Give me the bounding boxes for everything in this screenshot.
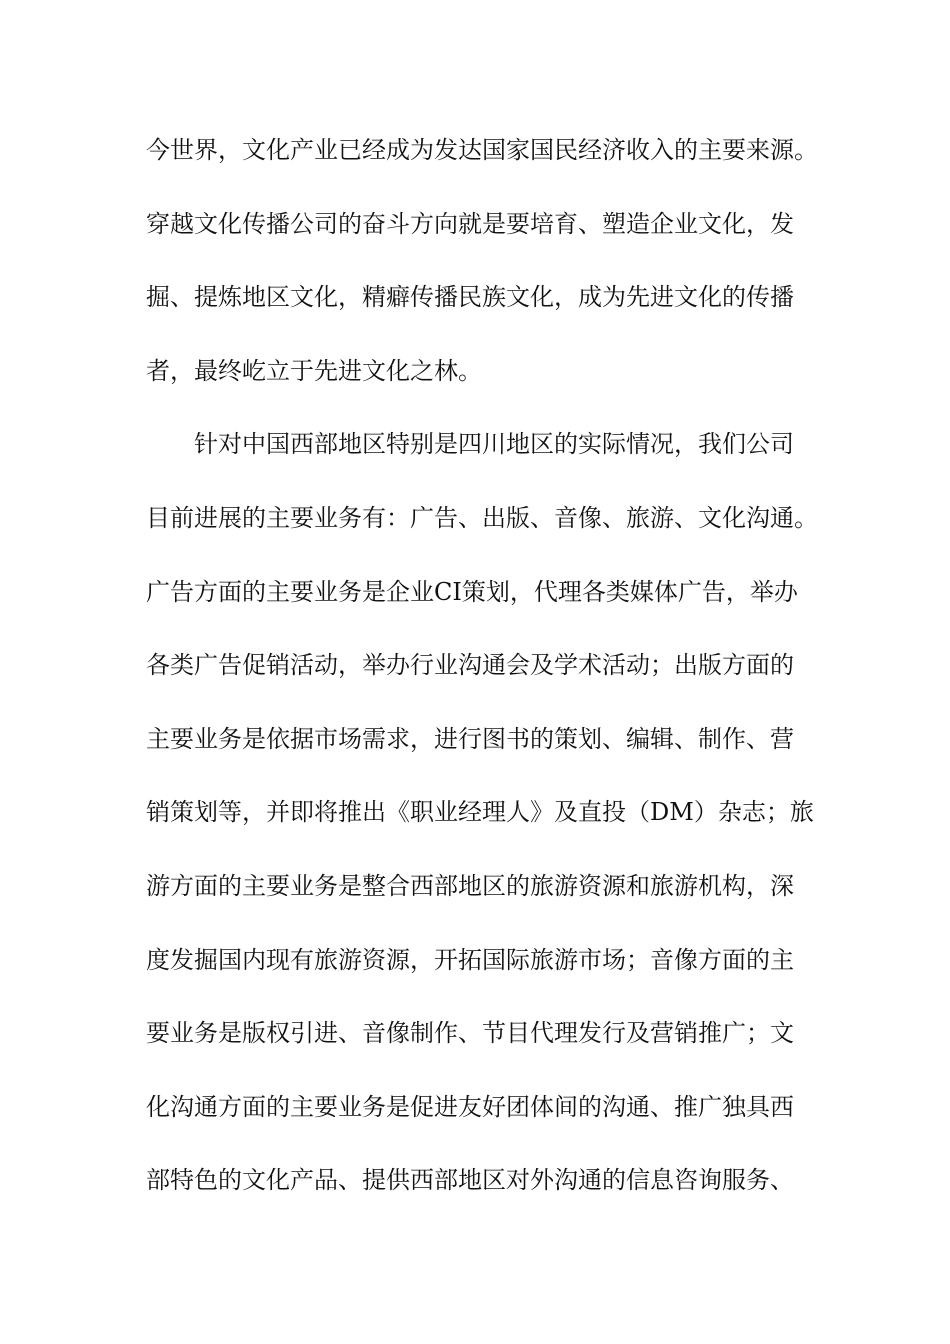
text-line: 目前进展的主要业务有：广告、出版、音像、旅游、文化沟通。 xyxy=(146,503,818,532)
text-line: 销策划等，并即将推出《职业经理人》及直投（DM）杂志；旅 xyxy=(146,798,814,827)
text-line: 各类广告促销活动，举办行业沟通会及学术活动；出版方面的 xyxy=(146,651,794,680)
text-line: 者，最终屹立于先进文化之林。 xyxy=(146,356,482,385)
text-line: 掘、提炼地区文化，精癖传播民族文化，成为先进文化的传播 xyxy=(146,283,794,312)
paragraph-first-line: 针对中国西部地区特别是四川地区的实际情况，我们公司 xyxy=(194,430,794,459)
text-line: 部特色的文化产品、提供西部地区对外沟通的信息咨询服务、 xyxy=(146,1166,794,1195)
body-text xyxy=(146,130,826,1234)
text-line: 广告方面的主要业务是企业CI策划，代理各类媒体广告，举办 xyxy=(146,577,798,606)
text-line: 游方面的主要业务是整合西部地区的旅游资源和旅游机构，深 xyxy=(146,871,794,900)
text-line: 度发掘国内现有旅游资源，开拓国际旅游市场；音像方面的主 xyxy=(146,945,794,974)
text-line: 要业务是版权引进、音像制作、节目代理发行及营销推广；文 xyxy=(146,1019,794,1048)
text-line: 主要业务是依据市场需求，进行图书的策划、编辑、制作、营 xyxy=(146,724,794,753)
text-line: 化沟通方面的主要业务是促进友好团体间的沟通、推广独具西 xyxy=(146,1092,794,1121)
text-line: 今世界，文化产业已经成为发达国家国民经济收入的主要来源。 xyxy=(146,136,818,164)
text-line: 穿越文化传播公司的奋斗方向就是要培育、塑造企业文化，发 xyxy=(146,209,794,238)
